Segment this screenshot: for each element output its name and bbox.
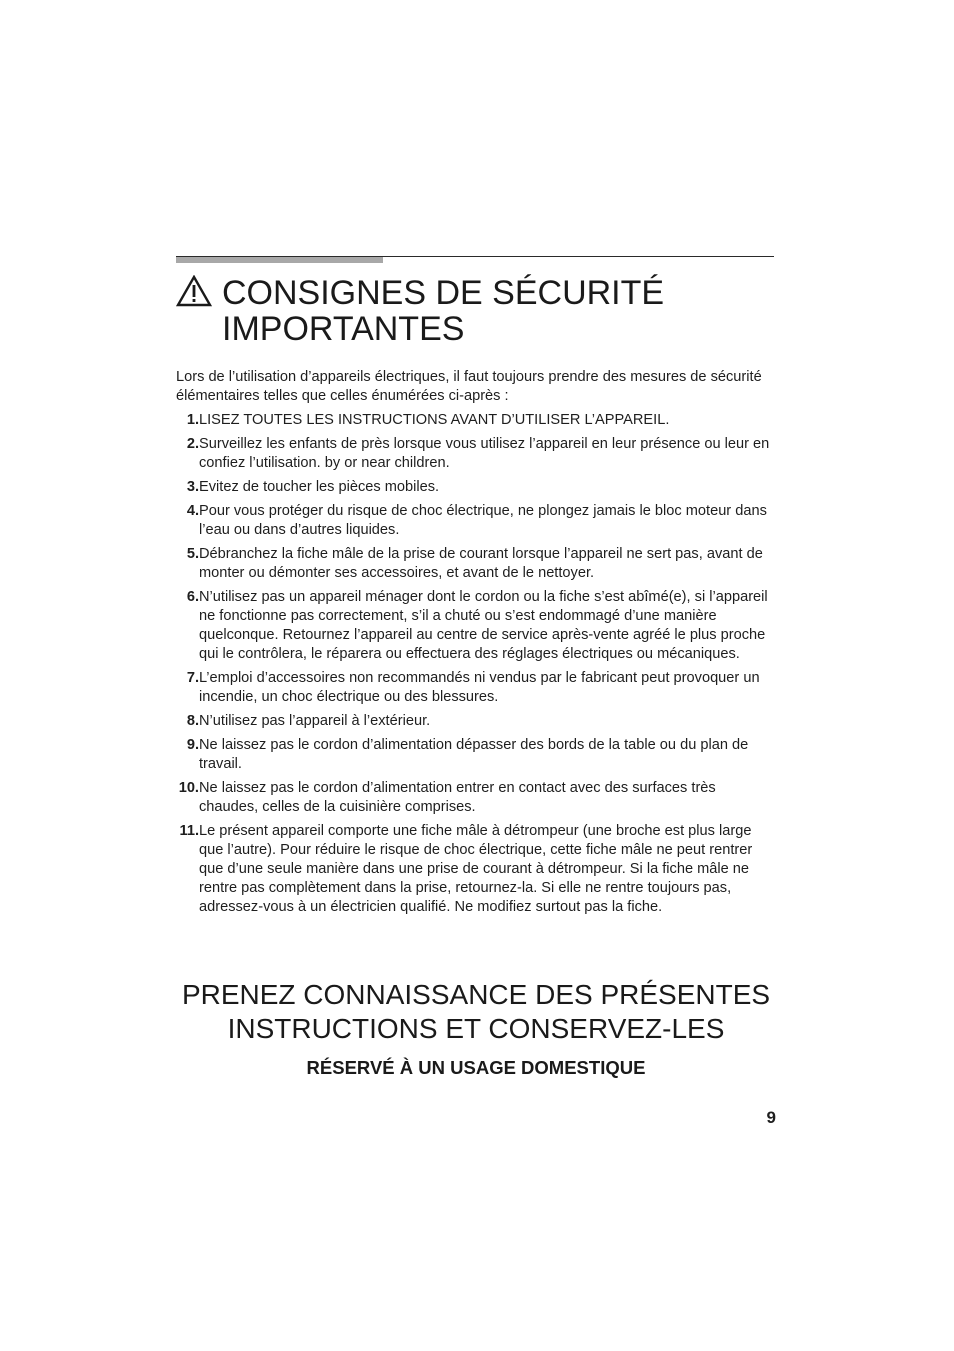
list-item: 8. N’utilisez pas l’appareil à l’extérieur.: [186, 713, 431, 729]
list-item: 4. Pour vous protéger du risque de choc électrique, ne plongez jamais le bloc moteur dans l’eau ou dans d’autres liquides.: [186, 503, 767, 538]
header-rule-thick: [176, 257, 383, 263]
warning-triangle-icon: [176, 275, 212, 307]
page-number: 9: [766, 1108, 776, 1127]
list-item: 5. Débranchez la fiche mâle de la prise de courant lorsque l’appareil ne sert pas, avant de monter ou démonter ses accessoires, et avant de le nettoyer.: [186, 546, 763, 581]
list-item: 3. Evitez de toucher les pièces mobiles.: [186, 479, 440, 495]
closing-heading: PRENEZ CONNAISSANCE DES PRÉSENTES INSTRUCTIONS ET CONSERVEZ-LES: [181, 979, 771, 1044]
page-title: [176, 275, 776, 347]
list-item: 1. LISEZ TOUTES LES INSTRUCTIONS AVANT D’UTILISER L’APPAREIL.: [186, 412, 670, 428]
page-title-line2: IMPORTANTES: [222, 310, 465, 348]
safety-list: [176, 411, 778, 922]
list-item: 6. N’utilisez pas un appareil ménager dont le cordon ou la fiche s’est abîmé(e), si l’appareil ne fonctionne pas correctement, s’il a chuté ou s’est endommagé d’une manière quelconque. Retournez l’appareil au centre de service après-vente agréé le plus proche qui le contrôlera, le réparera ou effectuera des réglages électriques ou mécaniques.: [186, 589, 768, 662]
household-use-note: RÉSERVÉ À UN USAGE DOMESTIQUE: [306, 1057, 646, 1078]
list-item: 9. Ne laissez pas le cordon d’alimentation dépasser des bords de la table ou du plan de travail.: [186, 737, 749, 772]
intro-paragraph: Lors de l’utilisation d’appareils électriques, il faut toujours prendre des mesures de sécurité élémentaires telles que celles énumérées ci-après :: [176, 369, 762, 404]
list-item: 11. Le présent appareil comporte une fiche mâle à détrompeur (une broche est plus large que l’autre). Pour réduire le risque de choc électrique, cette fiche mâle ne peut rentrer que d’une seule manière dans une prise de courant à détrompeur. Si la fiche mâle ne rentre pas complètement dans la prise, retournez-la. Si elle ne rentre toujours pas, adressez-vous à un électricien qualifié. Ne modifiez surtout pas la fiche.: [179, 823, 753, 915]
list-item: 10. Ne laissez pas le cordon d’alimentation entrer en contact avec des surfaces très chaudes, celles de la cuisinière comprises.: [178, 780, 716, 815]
list-item: 7. L’emploi d’accessoires non recommandés ni vendus par le fabricant peut provoquer un incendie, un choc électrique ou des blessures.: [186, 670, 760, 705]
page-title-line1: CONSIGNES DE SÉCURITÉ: [222, 274, 665, 312]
list-item: 2. Surveillez les enfants de près lorsque vous utilisez l’appareil en leur présence ou leur en confiez l’utilisation. by or near children.: [186, 436, 770, 471]
